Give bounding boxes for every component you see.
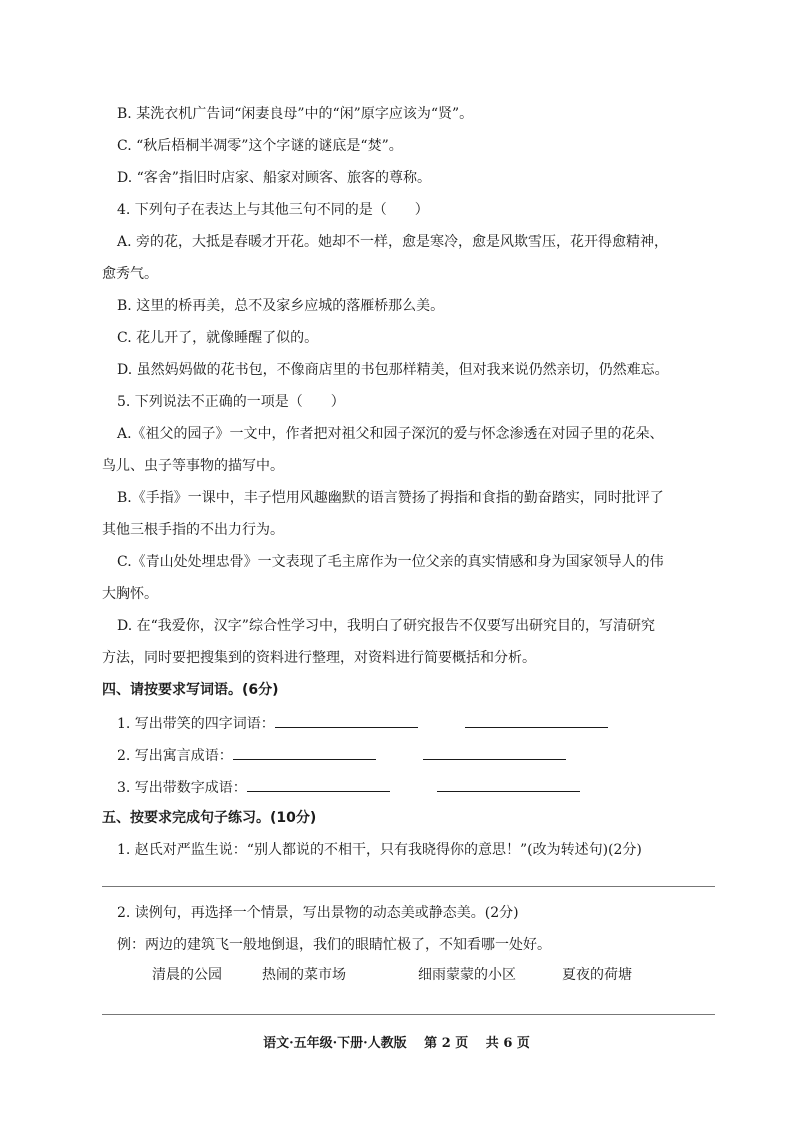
scene-choice: 细雨蒙蒙的小区 <box>418 967 516 983</box>
option-a-q5-line2: 鸟儿、虫子等事物的描写中。 <box>102 458 284 474</box>
answer-line[interactable] <box>102 1014 715 1015</box>
option-c-q3: C. “秋后梧桐半凋零”这个字谜的谜底是“焚”。 <box>117 138 403 154</box>
section-4-q1 <box>117 712 608 734</box>
question-5: 5. 下列说法不正确的一项是（ ） <box>117 394 345 410</box>
option-d-q5-line2: 方法，同时要把搜集到的资料进行整理，对资料进行简要概括和分析。 <box>102 650 536 666</box>
section-4-heading: 四、请按要求写词语。(6分) <box>102 682 279 698</box>
answer-blank[interactable] <box>233 744 376 760</box>
option-a-q5-line1: A.《祖父的园子》一文中，作者把对祖父和园子深沉的爱与怀念渗透在对园子里的花朵、 <box>117 426 664 442</box>
section-4-q3-label: 3. 写出带数字成语： <box>117 780 247 796</box>
section-5-q1: 1. 赵氏对严监生说：“别人都说的不相干，只有我晓得你的意思！”(改为转述句)(2分) <box>117 842 642 858</box>
option-b-q4: B. 这里的桥再美，总不及家乡应城的落雁桥那么美。 <box>117 298 445 314</box>
section-4-q1-label: 1. 写出带笑的四字词语： <box>117 716 275 732</box>
answer-blank[interactable] <box>275 712 418 728</box>
scene-choice: 热闹的菜市场 <box>262 967 346 983</box>
option-d-q4: D. 虽然妈妈做的花书包，不像商店里的书包那样精美，但对我来说仍然亲切，仍然难忘。 <box>117 362 669 378</box>
page-footer: 语文·五年级·下册·人教版 第 2 页 共 6 页 <box>263 1036 530 1051</box>
answer-line[interactable] <box>102 886 715 887</box>
option-b-q5-line1: B.《手指》一课中，丰子恺用风趣幽默的语言赞扬了拇指和食指的勤奋踏实，同时批评了 <box>117 490 664 506</box>
option-c-q4: C. 花儿开了，就像睡醒了似的。 <box>117 330 319 346</box>
answer-blank[interactable] <box>423 744 566 760</box>
scene-choice: 清晨的公园 <box>152 967 222 983</box>
section-4-q2 <box>117 744 566 766</box>
option-b-q3: B. 某洗衣机广告词“闲妻良母”中的“闲”原字应该为“贤”。 <box>117 106 474 122</box>
option-a-q4-line1: A. 旁的花，大抵是春暖才开花。她却不一样，愈是寒冷，愈是风欺雪压，花开得愈精神， <box>117 234 669 250</box>
option-b-q5-line2: 其他三根手指的不出力行为。 <box>102 522 284 538</box>
scene-choice: 夏夜的荷塘 <box>562 967 632 983</box>
section-4-q2-label: 2. 写出寓言成语： <box>117 748 233 764</box>
section-5-heading: 五、按要求完成句子练习。(10分) <box>102 810 317 826</box>
question-4: 4. 下列句子在表达上与其他三句不同的是（ ） <box>117 202 429 218</box>
section-5-q2: 2. 读例句，再选择一个情景，写出景物的动态美或静态美。(2分) <box>117 905 519 921</box>
option-a-q4-line2: 愈秀气。 <box>102 266 158 282</box>
answer-blank[interactable] <box>465 712 608 728</box>
option-d-q5-line1: D. 在“我爱你，汉字”综合性学习中，我明白了研究报告不仅要写出研究目的，写清研究 <box>117 618 655 634</box>
example-sentence: 例：两边的建筑飞一般地倒退，我们的眼睛忙极了，不知看哪一处好。 <box>117 937 551 953</box>
answer-blank[interactable] <box>247 776 390 792</box>
option-c-q5-line2: 大胸怀。 <box>102 586 158 602</box>
section-4-q3 <box>117 776 580 798</box>
option-d-q3: D. “客舍”指旧时店家、船家对顾客、旅客的尊称。 <box>117 170 431 186</box>
answer-blank[interactable] <box>437 776 580 792</box>
option-c-q5-line1: C.《青山处处埋忠骨》一文表现了毛主席作为一位父亲的真实情感和身为国家领导人的伟 <box>117 554 664 570</box>
